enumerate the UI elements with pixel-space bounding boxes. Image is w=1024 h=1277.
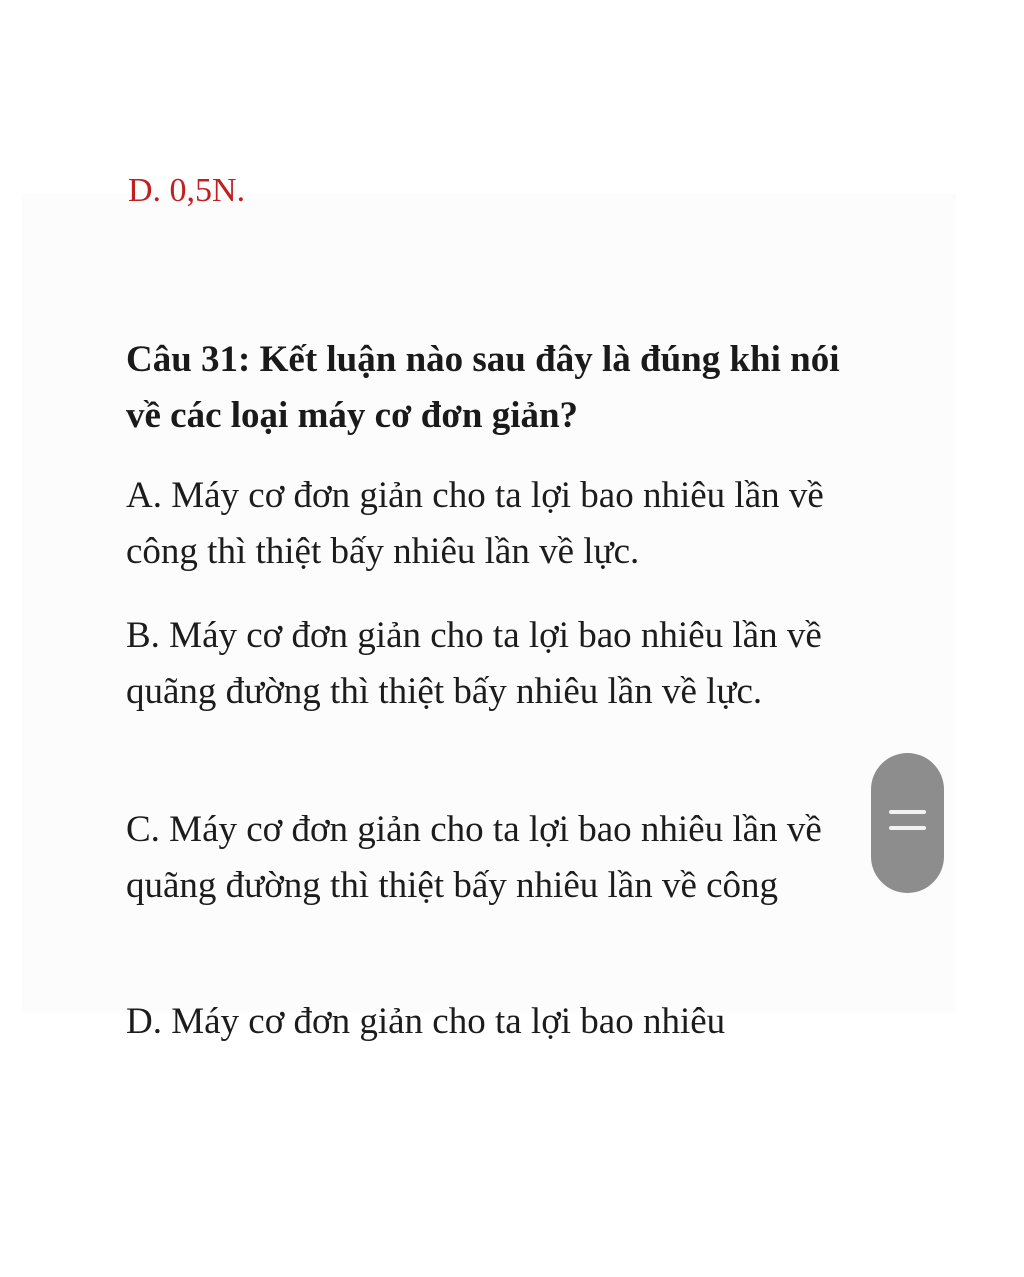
handle-line-bottom — [889, 826, 926, 830]
answer-option-d-cropped: D. Máy cơ đơn giản cho ta lợi bao nhiêu — [126, 1001, 726, 1042]
answer-option-a: A. Máy cơ đơn giản cho ta lợi bao nhiêu lần về công thì thiệt bấy nhiêu lần về lực. — [126, 475, 824, 572]
question-title: Câu 31: Kết luận nào sau đây là đúng khi nói về các loại máy cơ đơn giản? — [126, 339, 840, 436]
handle-line-top — [889, 810, 926, 814]
answer-option-b: B. Máy cơ đơn giản cho ta lợi bao nhiêu lần về quãng đường thì thiệt bấy nhiêu lần về lực. — [126, 615, 822, 712]
document-viewport — [22, 172, 956, 1042]
scroll-handle[interactable] — [871, 753, 944, 893]
previous-answer-cropped: D. 0,5N. — [128, 172, 246, 209]
answer-option-c: C. Máy cơ đơn giản cho ta lợi bao nhiêu lần về quãng đường thì thiệt bấy nhiêu lần về công — [126, 809, 822, 906]
